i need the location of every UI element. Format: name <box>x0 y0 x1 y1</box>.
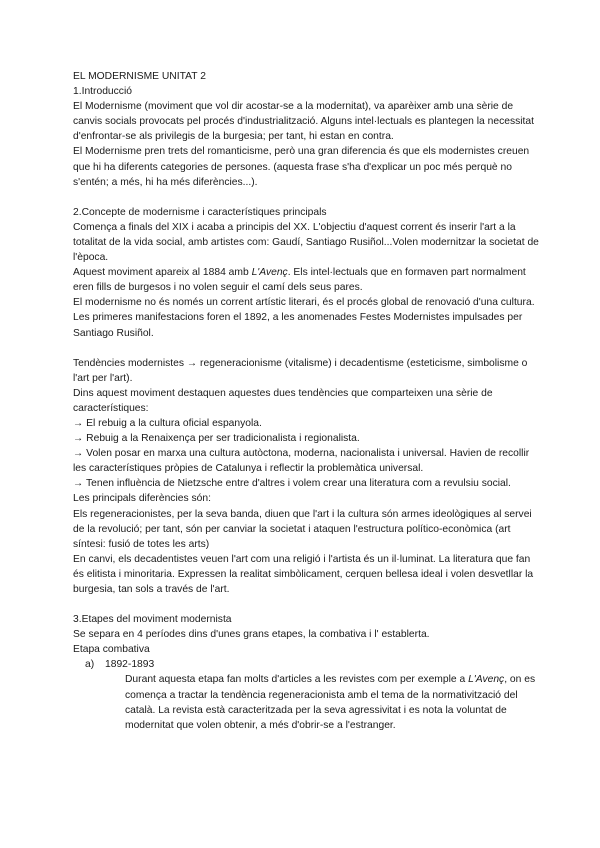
paragraph: Tendències modernistes → regeneracionisme (vitalisme) i decadentisme (esteticisme, simbolisme o l'art per l'art). <box>73 357 528 384</box>
list-item <box>85 657 543 732</box>
list-item-body <box>125 672 543 732</box>
paragraph: El Modernisme pren trets del romanticisme, però una gran diferencia és que els modernistes creuen que hi ha diferents categories de persones. (aquesta frase s'ha d'explicar un poc més perquè no s'entén; a més, hi ha més diferències...). <box>73 146 530 188</box>
text-run: , on es comença a tractar la tendència regeneracionista amb el tema de la normativització del català. La revista està caracteritzada per la seva agressivitat i es nota la voluntat de modernitat que volen obtenir, a més d'obrir-se a l'estranger. <box>125 674 536 731</box>
text-run: . Els intel·lectuals que en formaven part normalment eren fills de burgesos i no volen seguir el camí dels seus pares. <box>73 267 526 294</box>
paragraph: El Modernisme (moviment que vol dir acostar-se a la modernitat), va aparèixer amb una sèrie de canvis socials provocats pel procés d'industrialització. Alguns intel·lectuals es plantegen la necessitat d'enfrontar-se als privilegis de la burgesia; per tant, hi estan en contra. <box>73 101 534 143</box>
spacer <box>73 190 543 205</box>
paragraph: Dins aquest moviment destaquen aquestes dues tendències que comparteixen una sèrie de característiques: <box>73 387 493 414</box>
paragraph: En canvi, els decadentistes veuen l'art com una religió i l'artista és un il·luminat. La literatura que fan és elitista i minoritaria. Expressen la realitat simbòlicament, cerquen bellesa ideal i volen desvetllar la burgesia, tan sols a través de l'art. <box>73 553 534 595</box>
bullet-item: → Tenen influència de Nietzsche entre d'altres i volem crear una literatura com a revulsiu social. <box>73 478 511 490</box>
section-heading-etapes: 3.Etapes del moviment modernista <box>73 614 232 626</box>
bullet-item: → Volen posar en marxa una cultura autòctona, moderna, nacionalista i universal. Havien de recollir les característiques pròpies de Catalunya i reflectir la problemàtica universal. <box>73 448 530 475</box>
paragraph: Els regeneracionistes, per la seva banda, diuen que l'art i la cultura són armes ideològiques al servei de la revolució; per tant, són per canviar la societat i ataquen l'estructura político-econòmica (art síntesi: fusió de totes les arts) <box>73 508 532 550</box>
paragraph: El modernisme no és només un corrent artístic literari, és el procés global de renovació d'una cultura. <box>73 297 535 309</box>
section-heading-introduccio: 1.Introducció <box>73 86 132 98</box>
list-marker: a) <box>85 659 95 671</box>
section-heading-concepte: 2.Concepte de modernisme i característiques principals <box>73 206 327 218</box>
subheading-etapa-combativa: Etapa combativa <box>73 644 150 656</box>
text-run: Aquest moviment apareix al 1884 amb <box>73 267 252 279</box>
paragraph: Comença a finals del XIX i acaba a principis del XX. L'objectiu d'aquest corrent és inserir l'art a la totalitat de la vida social, amb artistes com: Gaudí, Santiago Rusiñol...Volen modernitzar la societat de l'època. <box>73 221 539 264</box>
paragraph: Les principals diferències són: <box>73 493 211 505</box>
paragraph: Les primeres manifestacions foren el 1892, a les anomenades Festes Modernistes impulsades per Santiago Rusiñol. <box>73 312 523 339</box>
italic-title: L'Avenç <box>251 267 288 279</box>
paragraph <box>73 265 543 295</box>
bullet-item: → El rebuig a la cultura oficial espanyola. <box>73 417 262 429</box>
bullet-item: → Rebuig a la Renaixença per ser tradicionalista i regionalista. <box>73 433 360 445</box>
text-run: Durant aquesta etapa fan molts d'articles a les revistes com per exemple a <box>125 674 469 686</box>
document-title: EL MODERNISME UNITAT 2 <box>73 71 206 82</box>
list-item-title: 1892-1893 <box>105 659 155 671</box>
document-body <box>73 69 543 733</box>
italic-title: L'Avenç <box>468 674 505 686</box>
spacer <box>73 597 543 612</box>
paragraph: Se separa en 4 períodes dins d'unes grans etapes, la combativa i l' establerta. <box>73 629 430 641</box>
numbered-list <box>85 657 543 732</box>
spacer <box>73 341 543 356</box>
